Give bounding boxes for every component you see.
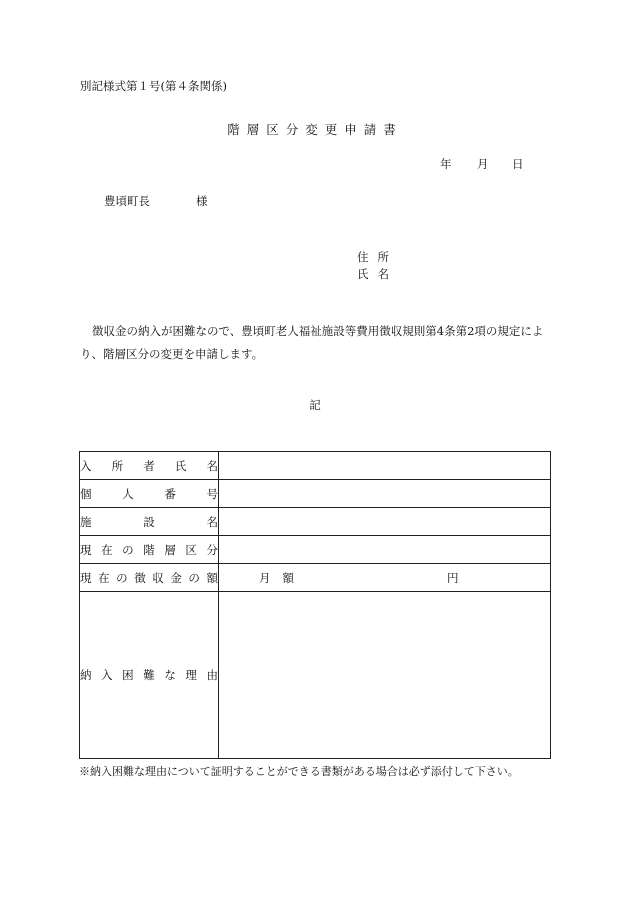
label-char: 由 — [206, 668, 218, 682]
label-char: 困 — [122, 668, 134, 682]
application-form-table — [79, 451, 551, 759]
date-month-label: 月 — [477, 157, 489, 171]
label-char: 人 — [122, 486, 134, 501]
label-char: 収 — [152, 570, 164, 585]
label-char: 施 — [80, 514, 92, 529]
table-row-personal-number — [80, 480, 551, 508]
form-identifier: 別記様式第１号(第４条関係) — [80, 79, 227, 93]
table-row-current-tier — [80, 536, 551, 564]
label-char: 現 — [80, 570, 92, 585]
current-amount-field[interactable] — [219, 564, 551, 592]
personal-number-field[interactable] — [219, 480, 551, 508]
label-char: 層 — [164, 542, 176, 557]
label-char: 名 — [206, 514, 218, 529]
facility-name-label — [80, 508, 219, 536]
label-char: 階 — [143, 542, 155, 557]
attachment-footnote: ※納入困難な理由について証明することができる書類がある場合は必ず添付して下さい。 — [79, 765, 519, 778]
facility-name-field[interactable] — [219, 508, 551, 536]
current-tier-field[interactable] — [219, 536, 551, 564]
label-char: 徴 — [134, 570, 146, 585]
date-day-label: 日 — [512, 157, 524, 171]
date-year-label: 年 — [440, 157, 452, 171]
yen-unit-label: 円 — [447, 570, 459, 585]
addressee-honorific: 様 — [196, 194, 208, 208]
table-row-difficulty-reason — [80, 592, 551, 759]
label-char: 現 — [80, 542, 92, 557]
resident-name-label — [80, 452, 219, 480]
document-title: 階層区分変更申請書 — [227, 122, 403, 137]
label-char: 区 — [185, 542, 197, 557]
label-char: 在 — [98, 570, 110, 585]
label-char: 納 — [80, 668, 92, 682]
difficulty-reason-field[interactable] — [219, 592, 551, 759]
label-char: 額 — [206, 570, 218, 585]
application-statement: 徴収金の納入が困難なので、豊頃町老人福祉施設等費用徴収規則第4条第2項の規定により、階層区分の変更を申請します。 — [80, 324, 544, 361]
label-char: 設 — [143, 514, 155, 529]
label-char: 者 — [143, 458, 155, 473]
label-char: 個 — [80, 486, 92, 501]
label-char: 入 — [80, 458, 92, 473]
label-char: 名 — [206, 458, 218, 473]
personal-number-label — [80, 480, 219, 508]
label-char: の — [122, 542, 134, 557]
label-char: 理 — [185, 668, 197, 682]
label-char: 氏 — [174, 458, 187, 473]
label-char: の — [188, 570, 200, 585]
ki-heading: 記 — [309, 398, 321, 412]
difficulty-reason-label — [80, 592, 219, 759]
label-char: 号 — [206, 486, 218, 501]
applicant-address-label: 住所 — [357, 250, 398, 264]
current-tier-label — [80, 536, 219, 564]
table-row-resident-name — [80, 452, 551, 480]
current-amount-label — [80, 564, 219, 592]
label-char: 分 — [206, 542, 218, 557]
label-char: 金 — [170, 570, 182, 585]
label-char: な — [164, 668, 176, 682]
addressee-name: 豊頃町長 — [104, 194, 150, 208]
label-char: 番 — [164, 486, 176, 501]
monthly-amount-label: 月額 — [259, 570, 306, 585]
resident-name-field[interactable] — [219, 452, 551, 480]
label-char: 所 — [111, 458, 124, 473]
label-char: 在 — [101, 542, 113, 557]
table-row-current-amount — [80, 564, 551, 592]
label-char: 難 — [143, 668, 155, 682]
table-row-facility-name — [80, 508, 551, 536]
label-char: の — [116, 570, 128, 585]
applicant-name-label: 氏名 — [357, 267, 398, 281]
label-char: 入 — [101, 668, 113, 682]
